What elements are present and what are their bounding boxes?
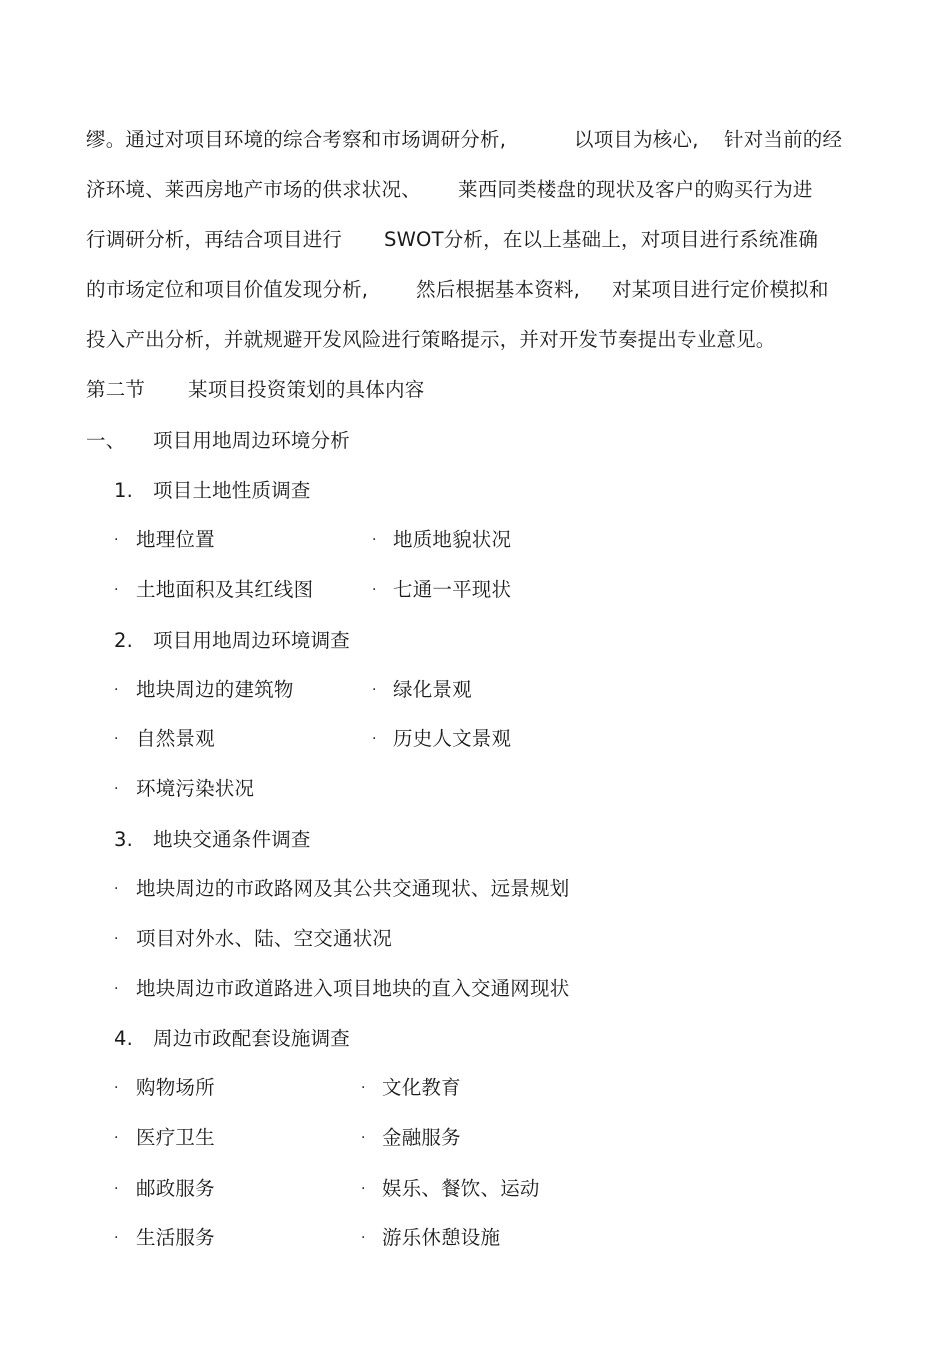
list-item: 邮政服务 xyxy=(136,1177,215,1200)
part-number: 一、 xyxy=(86,429,126,452)
paragraph-text: 莱西同类楼盘的现状及客户的购买行为进 xyxy=(458,178,813,201)
list-item: 地质地貌状况 xyxy=(393,528,512,551)
list-item: 环境污染状况 xyxy=(136,777,255,800)
bullet-marker: · xyxy=(372,682,377,698)
bullet-marker: · xyxy=(372,582,377,598)
paragraph-text: 针对当前的经 xyxy=(724,128,843,151)
section-number: 第二节 xyxy=(86,378,146,401)
list-item: 购物场所 xyxy=(136,1076,215,1099)
list-item: 游乐休憩设施 xyxy=(382,1226,501,1249)
bullet-marker: · xyxy=(361,1130,366,1146)
subsection-title: 周边市政配套设施调查 xyxy=(153,1027,351,1050)
subsection-title: 地块交通条件调查 xyxy=(153,828,311,851)
bullet-marker: · xyxy=(361,1181,366,1197)
section-title: 某项目投资策划的具体内容 xyxy=(188,378,425,401)
list-item: 金融服务 xyxy=(382,1126,461,1149)
bullet-marker: · xyxy=(114,981,119,997)
list-item: 娱乐、餐饮、运动 xyxy=(382,1177,540,1200)
paragraph-text: SWOT分析，在以上基础上，对项目进行系统准确 xyxy=(384,228,819,251)
bullet-marker: · xyxy=(114,1230,119,1246)
list-item: 医疗卫生 xyxy=(136,1126,215,1149)
bullet-marker: · xyxy=(114,781,119,797)
paragraph-text: 以项目为核心, xyxy=(574,128,699,151)
list-item: 项目对外水、陆、空交通状况 xyxy=(136,927,393,950)
subsection-title: 项目土地性质调查 xyxy=(153,479,311,502)
bullet-marker: · xyxy=(114,532,119,548)
paragraph-text: 对某项目进行定价模拟和 xyxy=(612,278,829,301)
paragraph-text: 行调研分析，再结合项目进行 xyxy=(86,228,343,251)
bullet-marker: · xyxy=(114,1130,119,1146)
paragraph-text: 济环境、莱西房地产市场的供求状况、 xyxy=(86,178,421,201)
bullet-marker: · xyxy=(114,682,119,698)
list-item: 绿化景观 xyxy=(393,678,472,701)
paragraph-text: 缪。通过对项目环境的综合考察和市场调研分析, xyxy=(86,128,507,151)
bullet-marker: · xyxy=(361,1080,366,1096)
bullet-marker: · xyxy=(372,532,377,548)
subsection-number: 3. xyxy=(114,828,134,851)
paragraph-text: 投入产出分析，并就规避开发风险进行策略提示，并对开发节奏提出专业意见。 xyxy=(86,328,776,351)
list-item: 历史人文景观 xyxy=(393,727,512,750)
subsection-number: 1. xyxy=(114,479,134,502)
bullet-marker: · xyxy=(372,731,377,747)
list-item: 地理位置 xyxy=(136,528,215,551)
list-item: 七通一平现状 xyxy=(393,578,512,601)
list-item: 地块周边的建筑物 xyxy=(136,678,294,701)
list-item: 文化教育 xyxy=(382,1076,461,1099)
list-item: 生活服务 xyxy=(136,1226,215,1249)
list-item: 自然景观 xyxy=(136,727,215,750)
subsection-title: 项目用地周边环境调查 xyxy=(153,629,351,652)
subsection-number: 2. xyxy=(114,629,134,652)
bullet-marker: · xyxy=(114,731,119,747)
paragraph-text: 然后根据基本资料, xyxy=(416,278,580,301)
bullet-marker: · xyxy=(114,881,119,897)
list-item: 地块周边市政道路进入项目地块的直入交通网现状 xyxy=(136,977,570,1000)
bullet-marker: · xyxy=(361,1230,366,1246)
bullet-marker: · xyxy=(114,1181,119,1197)
list-item: 土地面积及其红线图 xyxy=(136,578,314,601)
bullet-marker: · xyxy=(114,931,119,947)
paragraph-text: 的市场定位和项目价值发现分析, xyxy=(86,278,369,301)
list-item: 地块周边的市政路网及其公共交通现状、远景规划 xyxy=(136,877,570,900)
part-title: 项目用地周边环境分析 xyxy=(153,429,351,452)
bullet-marker: · xyxy=(114,1080,119,1096)
bullet-marker: · xyxy=(114,582,119,598)
subsection-number: 4. xyxy=(114,1027,134,1050)
